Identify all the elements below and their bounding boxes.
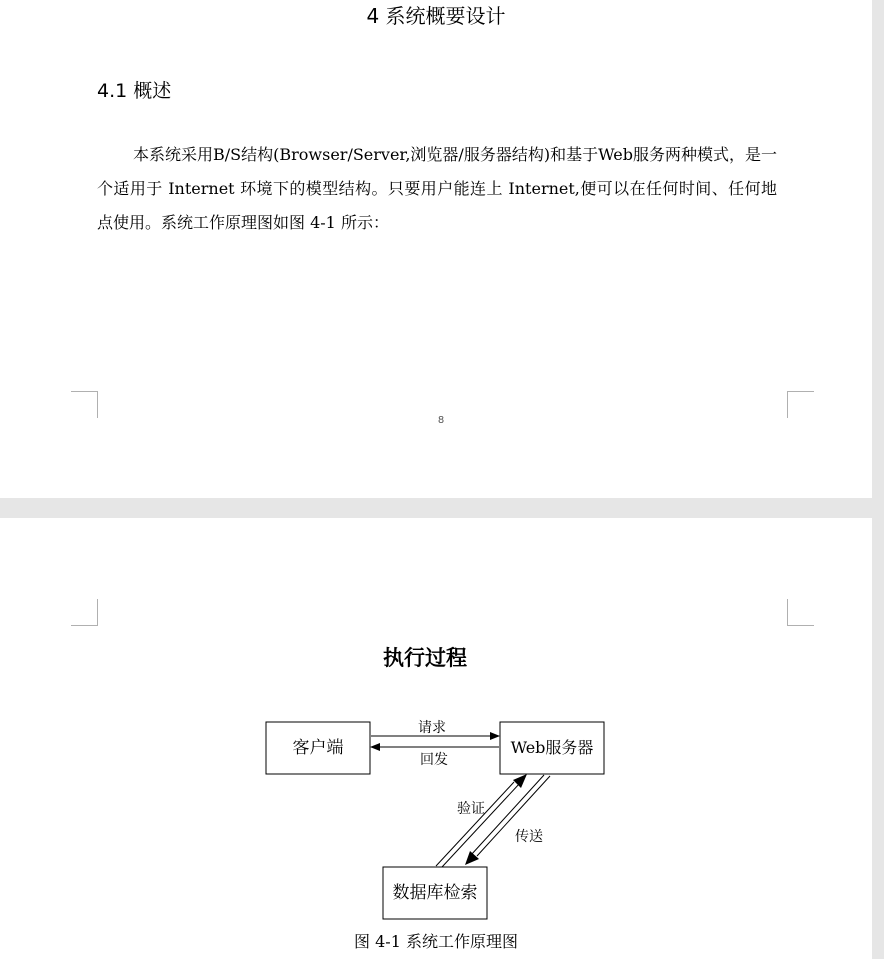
page-number: 8 bbox=[437, 415, 445, 426]
request-label: 请求 bbox=[418, 720, 446, 736]
crop-mark-bottom-left bbox=[71, 391, 98, 418]
crop-mark-bottom-right bbox=[787, 391, 814, 418]
transfer-label: 传送 bbox=[515, 829, 543, 845]
verify-label: 验证 bbox=[457, 801, 485, 817]
section-title: 4.1 概述 bbox=[97, 80, 172, 102]
scrollbar-gutter bbox=[872, 0, 884, 959]
figure-caption: 图 4-1 系统工作原理图 bbox=[354, 932, 518, 951]
web-server-label: Web服务器 bbox=[510, 738, 594, 757]
diagram-title: 执行过程 bbox=[383, 645, 467, 670]
system-principle-diagram bbox=[0, 518, 872, 959]
chapter-title: 4 系统概要设计 bbox=[366, 4, 506, 28]
verify-arrow bbox=[436, 774, 527, 867]
document-page-2 bbox=[0, 518, 872, 959]
database-label: 数据库检索 bbox=[392, 883, 478, 903]
client-label: 客户端 bbox=[292, 738, 344, 758]
response-label: 回发 bbox=[420, 752, 448, 768]
body-paragraph: 本系统采用B/S结构(Browser/Server,浏览器/服务器结构)和基于Web服务两种模式，是一个适用于 Internet 环境下的模型结构。只要用户能连上 Internet,便可以在任何时间、任何地点使用。系统工作原理图如图 4-1 所示： bbox=[97, 145, 777, 232]
